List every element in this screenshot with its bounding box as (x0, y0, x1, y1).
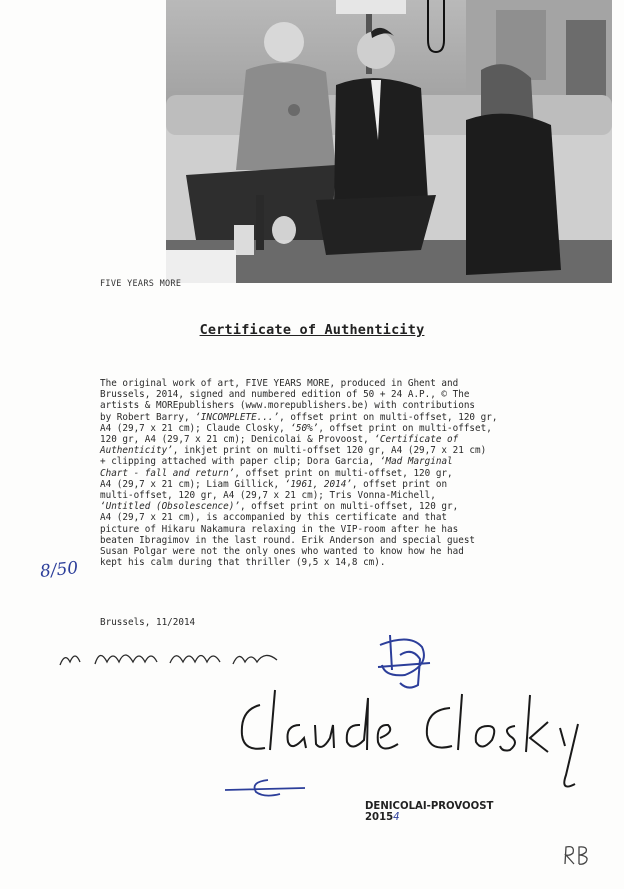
body-line (100, 557, 560, 568)
rb-initials-signature (562, 842, 592, 868)
body-line (100, 412, 560, 423)
photo (166, 0, 612, 283)
body-text-segment: multi-offset, 120 gr, A4 (29,7 x 21 cm); Tris Vonna-Michell, (100, 490, 436, 502)
body-text-segment: , offset print on (351, 478, 448, 490)
italic-title: ‘Certificate of (374, 434, 459, 446)
certificate-body (100, 378, 560, 568)
body-line (100, 468, 560, 479)
italic-title: ‘50%’ (290, 422, 319, 434)
body-text-segment: , offset print on multi-offset, 120 gr, (239, 501, 459, 513)
edition-number: 8/50 (39, 558, 80, 582)
body-text-segment: + clipping attached with paper clip; Dora Garcia, (100, 456, 380, 468)
place-date: Brussels, 11/2014 (100, 617, 196, 628)
body-text-segment: beaten Ibragimov in the last round. Erik Anderson and special guest (100, 534, 476, 546)
body-line (100, 535, 560, 546)
photo-caption: FIVE YEARS MORE (100, 279, 182, 289)
photo-image (166, 0, 612, 283)
italic-title: Authenticity’ (100, 445, 173, 457)
body-text-segment: Brussels, 2014, signed and numbered edition of 50 + 24 A.P., © The (100, 389, 470, 401)
artist-stamp (365, 800, 493, 822)
body-text-segment: A4 (29,7 x 21 cm); Claude Closky, (100, 422, 291, 434)
body-text-segment: The original work of art, FIVE YEARS MORE, produced in Ghent and (100, 378, 459, 389)
body-line (100, 389, 560, 400)
body-text-segment: A4 (29,7 x 21 cm), is accompanied by this certificate and that (100, 512, 448, 524)
stamp-year: 2015 (365, 810, 394, 823)
italic-title: ‘INCOMPLETE...’ (195, 411, 280, 423)
body-text-segment: , offset print on multi-offset, 120 gr, (279, 411, 498, 423)
body-text-segment: artists & MOREpublishers (www.morepublishers.be) with contributions (100, 400, 476, 412)
body-line (100, 378, 560, 389)
body-line (100, 479, 560, 490)
body-text-segment: picture of Hikaru Nakamura relaxing in the VIP-room after he has (100, 523, 459, 535)
certificate-title: Certificate of Authenticity (199, 322, 425, 338)
body-line (100, 490, 560, 501)
body-line (100, 456, 560, 467)
body-text-segment: 120 gr, A4 (29,7 x 21 cm); Denicolai & Provoost, (100, 434, 375, 446)
body-text-segment: A4 (29,7 x 21 cm); Liam Gillick, (100, 478, 285, 490)
body-line (100, 445, 560, 456)
italic-title: ‘Mad Marginal (379, 456, 453, 468)
body-text-segment: kept his calm during that thriller (9,5 x 14,8 cm). (100, 557, 386, 569)
body-text-segment: Susan Polgar were not the only ones who wanted to know how he had (100, 546, 464, 558)
body-text-segment: , offset print on multi-offset, (318, 422, 492, 434)
body-text-segment: , offset print on multi-offset, 120 gr, (234, 467, 453, 479)
body-line (100, 434, 560, 445)
body-line (100, 524, 560, 535)
italic-title: ‘Untitled (Obsolescence)’ (100, 501, 240, 513)
body-line (100, 400, 560, 411)
body-line (100, 512, 560, 523)
body-text-segment: , inkjet print on multi-offset 120 gr, A4 (29,7 x 21 cm) (172, 445, 487, 457)
stamp-year-addition: 4 (393, 810, 400, 823)
body-line (100, 546, 560, 557)
stamp-name: DENICOLAI-PROVOOST (365, 799, 494, 812)
italic-title: Chart - fall and return’ (100, 467, 235, 479)
body-line (100, 501, 560, 512)
italic-title: ‘1961, 2014’ (284, 478, 352, 490)
body-text-segment: by Robert Barry, (100, 411, 196, 423)
scribble-signature (55, 640, 285, 675)
short-blue-signature (220, 770, 310, 805)
body-line (100, 423, 560, 434)
stamp-year-line (365, 811, 493, 822)
